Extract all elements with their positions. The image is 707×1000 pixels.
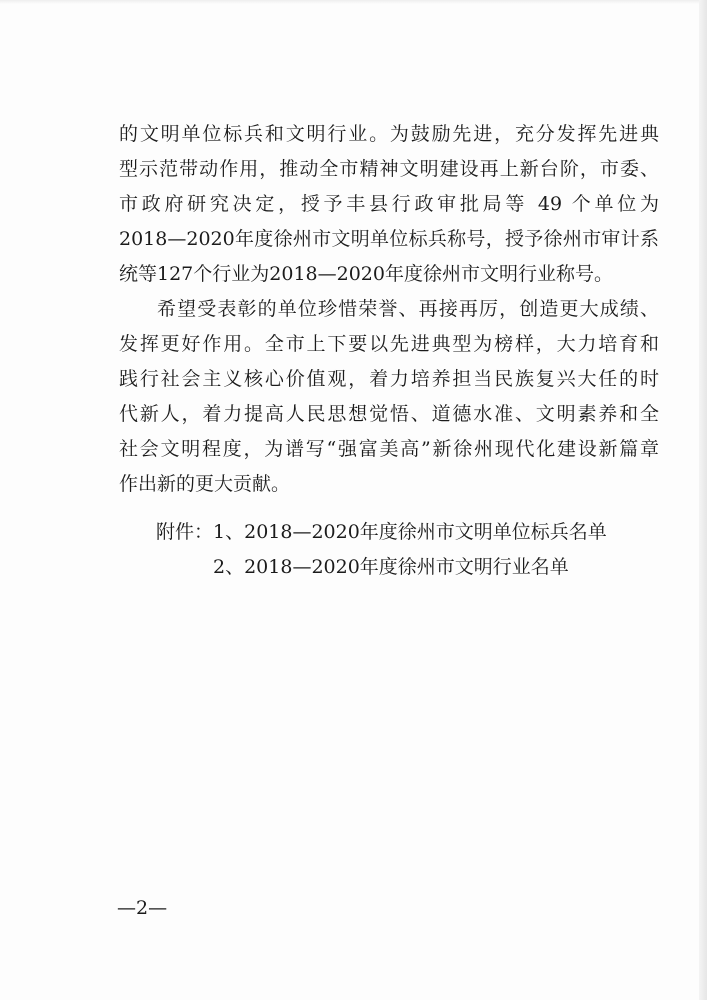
- document-body: [119, 117, 659, 502]
- page-number: —2—: [117, 897, 168, 919]
- paragraph-line: 代新人，着力提高人民思想觉悟、道德水准、文明素养和全: [119, 403, 659, 425]
- scan-edge-right: [699, 0, 707, 1000]
- paragraph-line: 社会文明程度，为谱写“强富美高”新徐州现代化建设新篇章: [119, 438, 659, 460]
- attachment-item: 2、2018—2020年度徐州市文明行业名单: [213, 556, 569, 578]
- paragraph-2: [119, 292, 659, 502]
- attachment-line-1: [156, 517, 607, 552]
- paragraph-line: 发挥更好作用。全市上下要以先进典型为榜样，大力培育和: [119, 333, 659, 355]
- attachment-line-2: [213, 552, 569, 587]
- paragraph-1: [119, 117, 659, 292]
- attachment-item: 1、2018—2020年度徐州市文明单位标兵名单: [213, 521, 607, 543]
- paragraph-line: 2018—2020年度徐州市文明单位标兵称号，授予徐州市审计系: [119, 228, 659, 250]
- paragraph-line: 践行社会主义核心价值观，着力培养担当民族复兴大任的时: [119, 368, 659, 390]
- scan-edge-top: [0, 0, 707, 4]
- paragraph-line: 市政府研究决定，授予丰县行政审批局等 49 个单位为: [119, 193, 659, 215]
- paragraph-line: 的文明单位标兵和文明行业。为鼓励先进，充分发挥先进典: [119, 123, 659, 145]
- paragraph-line: 希望受表彰的单位珍惜荣誉、再接再厉，创造更大成绩、: [157, 298, 659, 320]
- paragraph-line: 统等127个行业为2018—2020年度徐州市文明行业称号。: [119, 263, 613, 285]
- paragraph-line: 作出新的更大贡献。: [119, 473, 291, 495]
- paragraph-line: 型示范带动作用，推动全市精神文明建设再上新台阶，市委、: [119, 158, 659, 180]
- attachment-label: 附件：: [156, 521, 214, 543]
